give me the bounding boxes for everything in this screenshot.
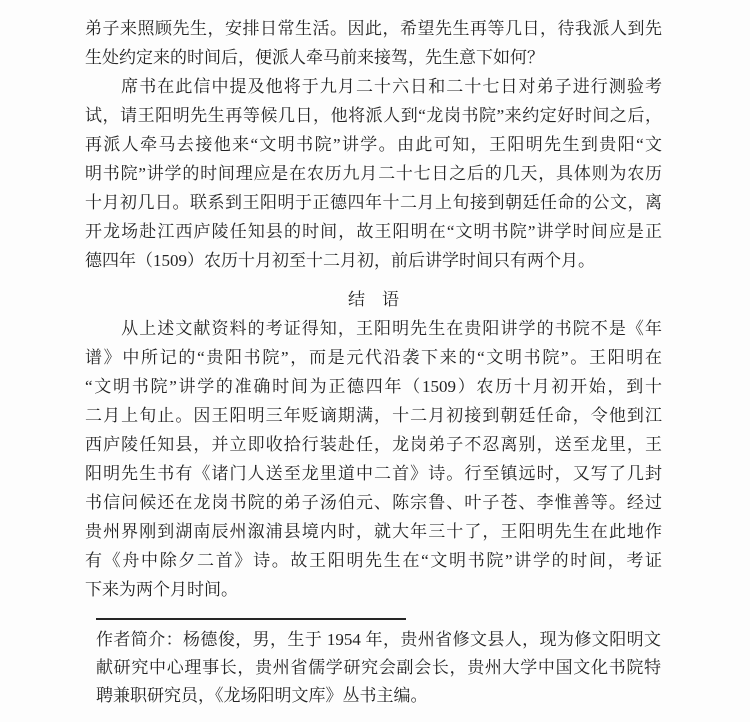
text-line: 谱》中所记的“贵阳书院”，而是元代沿袭下来的“文明书院”。王阳明在 [85, 348, 662, 367]
text-line: “文明书院”讲学的准确时间为正德四年（1509）农历十月初开始，到十 [85, 377, 662, 396]
footnote [96, 618, 661, 710]
section-heading-conclusion: 结 语 [348, 290, 399, 309]
text-line: 下来为两个月时间。 [85, 580, 238, 599]
text-line: 弟子来照顾先生，安排日常生活。因此，希望先生再等几日，待我派人到先 [85, 19, 662, 38]
document-body [85, 14, 662, 604]
text-line: 再派人牵马去接他来“文明书院”讲学。由此可知，王阳明先生到贵阳“文 [85, 135, 662, 154]
footnote-line: 献研究中心理事长，贵州省儒学研究会副会长，贵州大学中国文化书院特 [96, 658, 661, 677]
footnote-line: 聘兼职研究员，《龙场阳明文库》丛书主编。 [96, 686, 428, 705]
footnote-divider [96, 618, 406, 620]
text-line: 书信问候还在龙岗书院的弟子汤伯元、陈宗鲁、叶子苍、李惟善等。经过 [85, 493, 662, 512]
paragraph-intro [85, 14, 662, 72]
text-line: 开龙场赴江西庐陵任知县的时间，故王阳明在“文明书院”讲学时间应是正 [85, 222, 662, 241]
text-line: 从上述文献资料的考证得知，王阳明先生在贵阳讲学的书院不是《年 [85, 319, 662, 338]
text-line: 贵州界刚到湖南辰州溆浦县境内时，就大年三十了，王阳明先生在此地作 [85, 522, 662, 541]
text-line: 德四年（1509）农历十月初至十二月初，前后讲学时间只有两个月。 [85, 251, 595, 270]
text-line: 十月初几日。联系到王阳明于正德四年十二月上旬接到朝廷任命的公文，离 [85, 193, 662, 212]
paragraph-conclusion [85, 314, 662, 604]
text-line: 阳明先生书有《诸门人送至龙里道中二首》诗。行至镇远时，又写了几封 [85, 464, 662, 483]
text-line: 有《舟中除夕二首》诗。故王阳明先生在“文明书院”讲学的时间，考证 [85, 551, 662, 570]
text-line: 试，请王阳明先生再等候几日，他将派人到“龙岗书院”来约定好时间之后， [85, 106, 662, 125]
text-line: 西庐陵任知县，并立即收拾行装赴任，龙岗弟子不忍离别，送至龙里，王 [85, 435, 662, 454]
text-line: 明书院”讲学的时间理应是在农历九月二十七日之后的几天，具体则为农历 [85, 164, 662, 183]
footnote-line: 作者简介：杨德俊，男，生于 1954 年，贵州省修文县人，现为修文阳明文 [96, 630, 661, 649]
text-line: 二月上旬止。因王阳明三年贬谪期满，十二月初接到朝廷任命，令他到江 [85, 406, 662, 425]
paragraph-xishu-letter [85, 72, 662, 275]
text-line: 席书在此信中提及他将于九月二十六日和二十七日对弟子进行测验考 [85, 77, 662, 96]
text-line: 生处约定来的时间后，便派人牵马前来接驾，先生意下如何？ [85, 48, 544, 67]
